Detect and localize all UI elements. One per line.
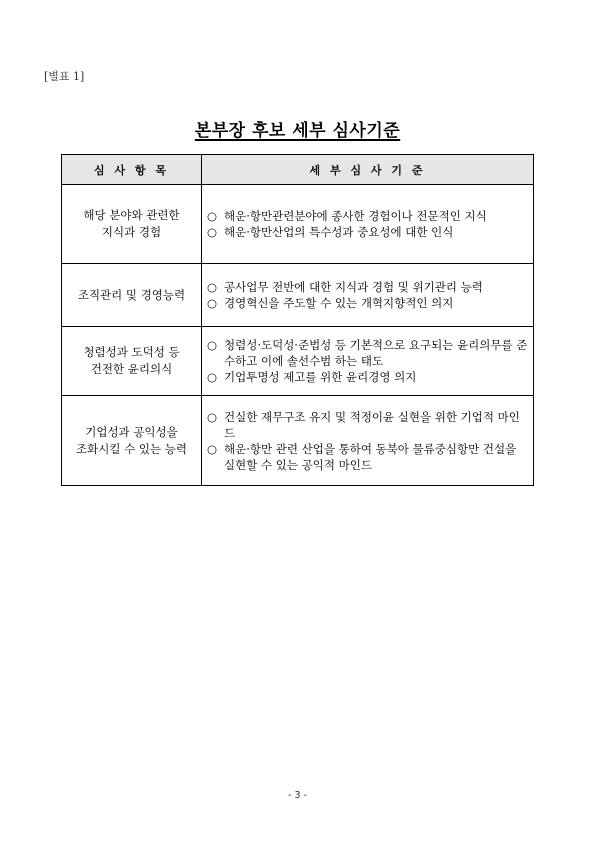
criteria-text: 해운·항만 관련 산업을 통하여 동북아 물류중심항만 건설을 실현할 수 있는 공익적 마인드 [224, 441, 517, 472]
circle-bullet-icon: ○ [207, 209, 218, 223]
review-item-cell [62, 327, 202, 396]
circle-bullet-icon: ○ [207, 225, 218, 239]
criteria-cell [202, 185, 534, 264]
document-title [0, 116, 595, 141]
header-detailed-criteria: 세 부 심 사 기 준 [202, 155, 534, 185]
table-row [62, 327, 534, 396]
criteria-text: 경영혁신을 주도할 수 있는 개혁지향적인 의지 [224, 296, 454, 310]
criteria-bullet [207, 409, 529, 441]
criteria-bullet [207, 224, 529, 240]
review-item-line: 기업성과 공익성을 [85, 424, 178, 439]
criteria-cell [202, 264, 534, 327]
criteria-text: 기업투명성 제고를 위한 윤리경영 의지 [224, 370, 417, 384]
review-item-line: 조화시킬 수 있는 능력 [76, 441, 187, 456]
review-item-line: 지식과 경험 [101, 225, 162, 239]
criteria-bullet [207, 279, 529, 295]
review-item-line: 청렴성과 도덕성 등 [83, 345, 180, 359]
criteria-table [61, 154, 534, 486]
table-row [62, 185, 534, 264]
review-item-cell [62, 185, 202, 264]
table-row [62, 396, 534, 486]
annex-label: [별표 1] [44, 70, 85, 83]
circle-bullet-icon: ○ [207, 441, 218, 456]
table-row [62, 264, 534, 327]
criteria-text: 해운·항만관련분야에 종사한 경험이나 전문적인 지식 [224, 209, 487, 223]
criteria-text: 해운·항만산업의 특수성과 중요성에 대한 인식 [224, 225, 454, 239]
criteria-bullet [207, 369, 529, 385]
circle-bullet-icon: ○ [207, 280, 218, 294]
criteria-bullet [207, 208, 529, 224]
review-item-line: 조직관리 및 경영능력 [77, 287, 186, 302]
review-item-cell [62, 264, 202, 327]
circle-bullet-icon: ○ [207, 338, 218, 352]
criteria-cell [202, 396, 534, 486]
criteria-text: 공사업무 전반에 대한 지식과 경험 및 위기관리 능력 [224, 280, 483, 294]
circle-bullet-icon: ○ [207, 296, 218, 310]
criteria-bullet [207, 441, 529, 473]
criteria-bullet [207, 295, 529, 311]
header-review-item: 심 사 항 목 [62, 155, 202, 185]
review-item-line: 건전한 윤리의식 [90, 362, 173, 376]
circle-bullet-icon: ○ [207, 409, 218, 424]
document-title-text: 본부장 후보 세부 심사기준 [194, 121, 401, 141]
review-item-line: 해당 분야와 관련한 [83, 208, 180, 222]
criteria-bullet [207, 337, 529, 369]
table-header-row [62, 155, 534, 185]
criteria-text: 건실한 재무구조 유지 및 적정이윤 실현을 위한 기업적 마인드 [224, 409, 520, 440]
review-item-cell [62, 396, 202, 486]
page-number: - 3 - [288, 790, 307, 801]
circle-bullet-icon: ○ [207, 370, 218, 384]
criteria-cell [202, 327, 534, 396]
criteria-text: 청렴성·도덕성·준법성 등 기본적으로 요구되는 윤리의무를 준수하고 이에 솔선수범 하는 태도 [224, 338, 528, 368]
